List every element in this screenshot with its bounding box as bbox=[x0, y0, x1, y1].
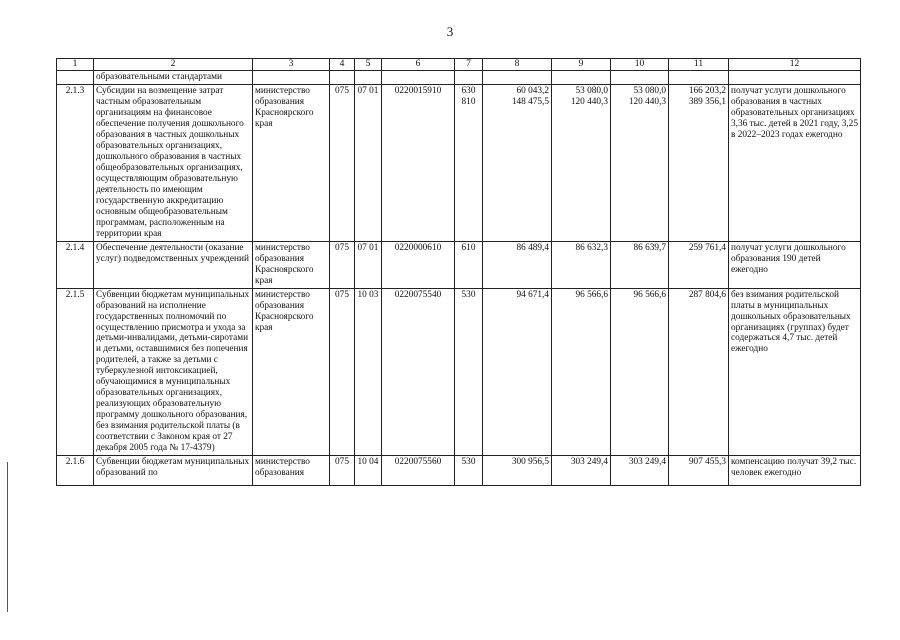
cell-2023: 96 566,6 bbox=[611, 288, 669, 456]
cell-executor: министерство образования bbox=[253, 456, 330, 486]
cell-result: получат услуги дошкольного образования 190 детей ежегодно bbox=[729, 241, 861, 288]
program-activities-table bbox=[56, 58, 861, 486]
column-header: 9 bbox=[552, 59, 611, 71]
cell-vr: 530 bbox=[455, 456, 483, 486]
cell-result: получат услуги дошкольного образования в частных образовательных организациях 3,36 тыс. детей в 2021 году, 3,25 в 2022–2023 годах ежегодно bbox=[729, 85, 861, 242]
cell-executor: министерство образования Красноярского края bbox=[253, 241, 330, 288]
cell-rzpr: 07 01 bbox=[355, 241, 382, 288]
cell-2021: 86 489,4 bbox=[483, 241, 552, 288]
cell-2022: 96 566,6 bbox=[552, 288, 611, 456]
cell-2021 bbox=[483, 85, 552, 242]
scan-edge-mark bbox=[7, 462, 8, 612]
cell-grbs: 075 bbox=[330, 241, 355, 288]
column-header: 12 bbox=[729, 59, 861, 71]
cell-name: Субсидии на возмещение затрат частным образовательным организациям на финансовое обеспечение получения дошкольного образования в частных дошкольных образовательных организациях, дошкольного образования в частных общеобразовательных организациях, осуществляющим образовательную деятельность по имеющим государственную аккредитацию основным общеобразовательным программам, расположенным на территории края bbox=[94, 85, 253, 242]
column-header: 8 bbox=[483, 59, 552, 71]
cell-csr: 0220000610 bbox=[382, 241, 455, 288]
cell-line: 389 356,1 bbox=[688, 97, 726, 108]
cell-total: 259 761,4 bbox=[669, 241, 729, 288]
cell-line: 810 bbox=[461, 97, 476, 108]
cell-result: без взимания родительской платы в муниципальных дошкольных образовательных организациях (группах) будет содержаться 4,7 тыс. детей ежегодно bbox=[729, 288, 861, 456]
cell-line: 53 080,0 bbox=[575, 86, 608, 97]
cell-csr: 0220075560 bbox=[382, 456, 455, 486]
cell-executor: министерство образования Красноярского края bbox=[253, 85, 330, 242]
cell-vr bbox=[455, 85, 483, 242]
cell-2022: 303 249,4 bbox=[552, 456, 611, 486]
column-header: 5 bbox=[355, 59, 382, 71]
cell-total: 287 804,6 bbox=[669, 288, 729, 456]
cell-rzpr: 10 03 bbox=[355, 288, 382, 456]
cell-2023: 86 639,7 bbox=[611, 241, 669, 288]
cell-2022: 86 632,3 bbox=[552, 241, 611, 288]
cell-csr: 0220075540 bbox=[382, 288, 455, 456]
cell-total bbox=[669, 85, 729, 242]
cell-grbs: 075 bbox=[330, 85, 355, 242]
cell-2022 bbox=[552, 85, 611, 242]
table-row bbox=[57, 241, 861, 288]
cell-line: 630 bbox=[461, 86, 476, 97]
cell-line: 166 203,2 bbox=[688, 86, 726, 97]
cell-2023: 303 249,4 bbox=[611, 456, 669, 486]
page-number: 3 bbox=[446, 24, 454, 39]
table-row bbox=[57, 288, 861, 456]
cell-total: 907 455,3 bbox=[669, 456, 729, 486]
column-header: 1 bbox=[57, 59, 94, 71]
cell-executor: министерство образования Красноярского края bbox=[253, 288, 330, 456]
cell-num: 2.1.4 bbox=[57, 241, 94, 288]
cell-rzpr: 10 04 bbox=[355, 456, 382, 486]
column-header: 10 bbox=[611, 59, 669, 71]
cell-num: 2.1.6 bbox=[57, 456, 94, 486]
table-row bbox=[57, 456, 861, 486]
cell-name: Обеспечение деятельности (оказание услуг) подведомственных учреждений bbox=[94, 241, 253, 288]
column-header: 6 bbox=[382, 59, 455, 71]
cell-num: 2.1.3 bbox=[57, 85, 94, 242]
cell-vr: 610 bbox=[455, 241, 483, 288]
cell-grbs: 075 bbox=[330, 288, 355, 456]
cell-num bbox=[57, 71, 94, 85]
cell-line: 120 440,3 bbox=[570, 97, 608, 108]
table-row bbox=[57, 85, 861, 242]
continuation-row bbox=[57, 71, 861, 85]
column-header: 4 bbox=[330, 59, 355, 71]
cell-line: 53 080,0 bbox=[633, 86, 666, 97]
cell-2021: 94 671,4 bbox=[483, 288, 552, 456]
column-header: 3 bbox=[253, 59, 330, 71]
cell-line: 60 043,2 bbox=[516, 86, 549, 97]
cell-csr: 0220015910 bbox=[382, 85, 455, 242]
cell-2021: 300 956,5 bbox=[483, 456, 552, 486]
cell-result: компенсацию получат 39,2 тыс. человек ежегодно bbox=[729, 456, 861, 486]
column-number-row bbox=[57, 59, 861, 71]
cell-name: Субвенции бюджетам муниципальных образований на исполнение государственных полномочий по осуществлению присмотра и ухода за детьми-инвалидами, детьми-сиротами и детьми, оставшимися без попечения родителей, а также за детьми с туберкулезной интоксикацией, обучающимися в муниципальных образовательных организациях, реализующих образовательную программу дошкольного образования, без взимания родительской платы (в соответствии с Законом края от 27 декабря 2005 года № 17-4379) bbox=[94, 288, 253, 456]
cell-rzpr: 07 01 bbox=[355, 85, 382, 242]
cell-name: Субвенции бюджетам муниципальных образований по bbox=[94, 456, 253, 486]
column-header: 2 bbox=[94, 59, 253, 71]
column-header: 7 bbox=[455, 59, 483, 71]
cell-line: 120 440,3 bbox=[628, 97, 666, 108]
cell-2023 bbox=[611, 85, 669, 242]
cell-name: образовательными стандартами bbox=[94, 71, 253, 85]
column-header: 11 bbox=[669, 59, 729, 71]
cell-line: 148 475,5 bbox=[511, 97, 549, 108]
cell-grbs: 075 bbox=[330, 456, 355, 486]
cell-num: 2.1.5 bbox=[57, 288, 94, 456]
cell-vr: 530 bbox=[455, 288, 483, 456]
